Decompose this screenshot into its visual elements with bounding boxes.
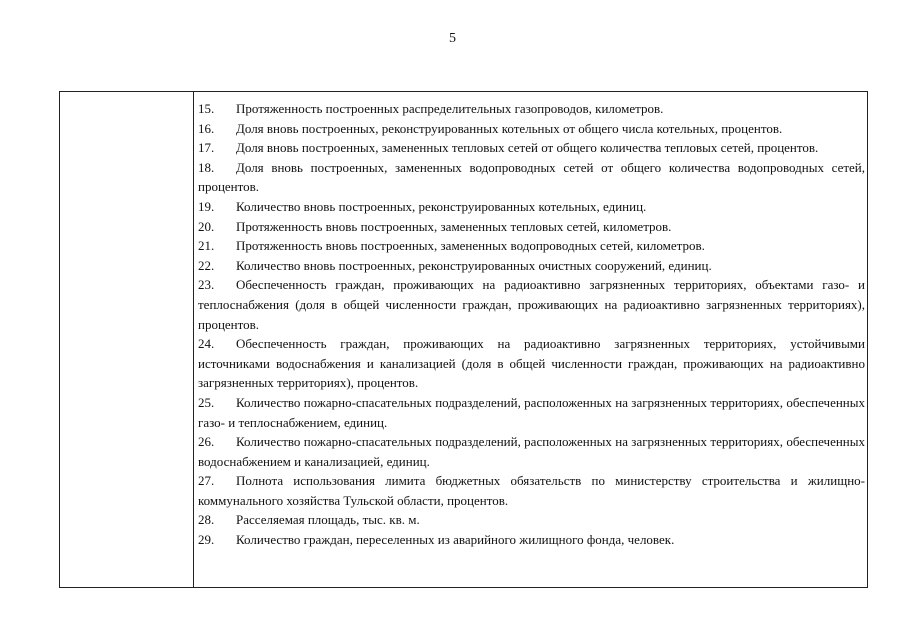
item-text: Доля вновь построенных, замененных водопроводных сетей от общего количества водопроводных сетей, процентов.: [198, 159, 865, 195]
list-item: [198, 510, 865, 530]
item-number: 17.: [198, 140, 215, 156]
indicators-table: [59, 91, 868, 588]
list-item: [198, 217, 865, 237]
list-item: [198, 275, 865, 334]
item-number: 29.: [198, 532, 215, 548]
item-number: 22.: [198, 257, 215, 273]
item-text: Обеспеченность граждан, проживающих на радиоактивно загрязненных территориях, устойчивыми источниками водоснабжения и канализацией (доля в общей численности граждан, проживающих на радиоактивно загрязненных территориях), процентов.: [198, 336, 865, 391]
item-number: 19.: [198, 198, 215, 214]
list-item: [198, 393, 865, 432]
table-left-column: [60, 92, 194, 587]
item-number: 27.: [198, 473, 215, 489]
item-text: Количество пожарно-спасательных подразделений, расположенных на загрязненных территориях, обеспеченных газо- и теплоснабжением, единиц.: [198, 394, 865, 430]
list-item: [198, 158, 865, 197]
list-item: [198, 197, 865, 217]
list-item: [198, 334, 865, 393]
item-number: 25.: [198, 394, 215, 410]
page-number: 5: [449, 31, 456, 46]
list-item: [198, 138, 865, 158]
list-item: [198, 99, 865, 119]
item-text: Полнота использования лимита бюджетных обязательств по министерству строительства и жилищно-коммунального хозяйства Тульской области, процентов.: [198, 473, 865, 508]
item-text: Количество пожарно-спасательных подразделений, расположенных на загрязненных территориях, обеспеченных водоснабжением и канализацией, единиц.: [198, 434, 865, 469]
item-number: 23.: [198, 277, 215, 293]
item-text: Протяженность вновь построенных, замененных тепловых сетей, километров.: [236, 218, 672, 234]
list-item: [198, 236, 865, 256]
list-item: [198, 119, 865, 139]
item-number: 28.: [198, 512, 215, 528]
item-number: 26.: [198, 434, 215, 450]
item-text: Протяженность вновь построенных, замененных водопроводных сетей, километров.: [236, 238, 705, 254]
item-number: 16.: [198, 120, 215, 136]
list-item: [198, 530, 865, 550]
list-item: [198, 471, 865, 510]
item-text: Количество вновь построенных, реконструированных очистных сооружений, единиц.: [236, 257, 712, 273]
item-number: 21.: [198, 238, 215, 254]
item-text: Количество граждан, переселенных из аварийного жилищного фонда, человек.: [236, 532, 675, 548]
item-text: Расселяемая площадь, тыс. кв. м.: [236, 512, 420, 528]
item-text: Протяженность построенных распределительных газопроводов, километров.: [236, 101, 664, 116]
item-number: 15.: [198, 101, 215, 116]
table-right-column: [194, 92, 867, 587]
item-number: 24.: [198, 336, 215, 352]
item-text: Количество вновь построенных, реконструированных котельных, единиц.: [236, 198, 647, 214]
item-text: Доля вновь построенных, замененных тепловых сетей от общего количества тепловых сетей, процентов.: [236, 140, 819, 156]
list-item: [198, 432, 865, 471]
list-item: [198, 256, 865, 276]
item-text: Доля вновь построенных, реконструированных котельных от общего числа котельных, процентов.: [236, 120, 783, 136]
item-number: 18.: [198, 159, 215, 175]
item-text: Обеспеченность граждан, проживающих на радиоактивно загрязненных территориях, объектами газо- и теплоснабжения (доля в общей численности граждан, проживающих на радиоактивно загрязненных территориях), процентов.: [198, 277, 865, 332]
item-number: 20.: [198, 218, 215, 234]
